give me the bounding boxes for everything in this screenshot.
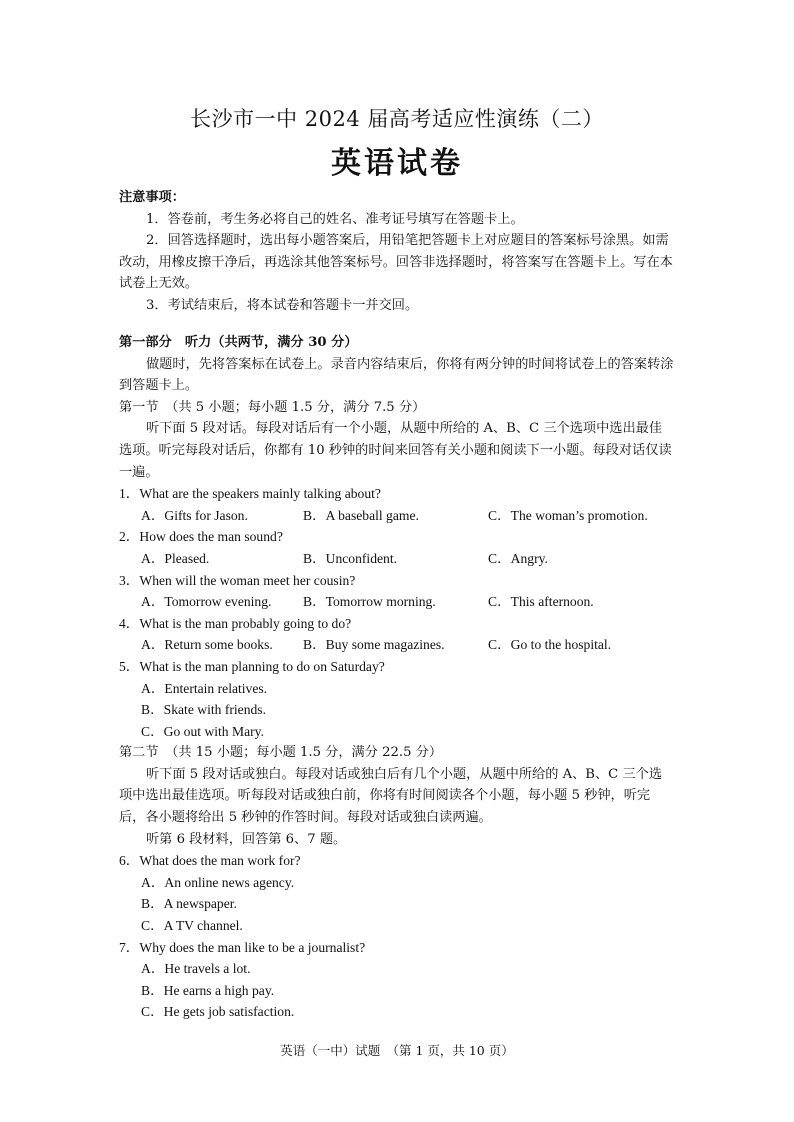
question-3: [119, 570, 675, 613]
option-b: B．Buy some magazines.: [303, 637, 445, 653]
section1-instruction: 听下面 5 段对话。每段对话后有一个小题，从题中所给的 A、B、C 三个选项中选出最佳选项。听完每段对话后，你都有 10 秒钟的时间来回答有关小题和阅读下一小题。每段对话仅读一遍。: [119, 421, 672, 480]
question-text: 3．When will the woman meet her cousin?: [119, 572, 356, 588]
option-b: B．He earns a high pay.: [141, 982, 275, 998]
question-6: [119, 850, 675, 936]
option-c: C．Go out with Mary.: [141, 723, 264, 739]
exam-subject: 英语试卷: [331, 146, 463, 181]
option-a: A．Pleased.: [141, 550, 210, 566]
option-b: B．Unconfident.: [303, 550, 398, 566]
question-2: [119, 526, 675, 569]
option-b: B．Skate with friends.: [141, 702, 266, 718]
notice-item: 1．答卷前，考生务必将自己的姓名、准考证号填写在答题卡上。: [146, 211, 524, 227]
notice-item: 3．考试结束后，将本试卷和答题卡一并交回。: [146, 297, 419, 313]
option-b: B．Tomorrow morning.: [303, 594, 436, 610]
question-4: [119, 613, 675, 656]
question-text: 2．How does the man sound?: [119, 529, 283, 545]
question-5: [119, 656, 675, 742]
part1-heading: 第一部分 听力（共两节，满分 30 分）: [119, 335, 358, 350]
option-a: A．He travels a lot.: [141, 961, 251, 977]
question-text: 4．What is the man probably going to do?: [119, 615, 352, 631]
option-a: A．Entertain relatives.: [141, 680, 268, 696]
question-7: [119, 937, 675, 1023]
question-text: 1．What are the speakers mainly talking about?: [119, 486, 381, 502]
question-1: [119, 483, 675, 526]
option-a: A．Tomorrow evening.: [141, 594, 272, 610]
option-a: A．Gifts for Jason.: [141, 507, 248, 523]
notice-heading: 注意事项：: [119, 190, 185, 205]
notice-section: [119, 187, 675, 317]
question-text: 6．What does the man work for?: [119, 853, 301, 869]
question-text: 7．Why does the man like to be a journalist?: [119, 939, 366, 955]
exam-title: 长沙市一中 2024 届高考适应性演练（二）: [190, 107, 604, 131]
option-c: C．Go to the hospital.: [488, 637, 612, 653]
option-b: B．A newspaper.: [141, 896, 237, 912]
option-c: C．The woman’s promotion.: [488, 507, 648, 523]
section1-heading: 第一节 （共 5 小题；每小题 1.5 分，满分 7.5 分）: [119, 399, 426, 415]
option-c: C．Angry.: [488, 550, 548, 566]
notice-item: 2．回答选择题时，选出每小题答案后，用铅笔把答题卡上对应题目的答案标号涂黑。如需改动，用橡皮擦干净后，再选涂其他答案标号。回答非选择题时，将答案写在答题卡上。写在本试卷上无效。: [119, 233, 673, 292]
page-footer: 英语（一中）试题 （第 1 页，共 10 页）: [280, 1043, 514, 1058]
option-b: B．A baseball game.: [303, 507, 419, 523]
part1-instruction: 做题时，先将答案标在试卷上。录音内容结束后，你将有两分钟的时间将试卷上的答案转涂到答题卡上。: [119, 356, 674, 394]
section2-heading: 第二节 （共 15 小题；每小题 1.5 分，满分 22.5 分）: [119, 745, 443, 761]
option-a: A．Return some books.: [141, 637, 273, 653]
question-text: 5．What is the man planning to do on Saturday?: [119, 658, 385, 674]
option-c: C．He gets job satisfaction.: [141, 1004, 295, 1020]
option-a: A．An online news agency.: [141, 874, 295, 890]
option-c: C．A TV channel.: [141, 918, 243, 934]
section2-instruction: 听下面 5 段对话或独白。每段对话或独白后有几个小题，从题中所给的 A、B、C 三个选项中选出最佳选项。听每段对话或独白前，你将有时间阅读各个小题，每小题 5 秒钟，听完后，各小题将给出 5 秒钟的作答时间。每段对话或独白读两遍。: [119, 766, 663, 826]
part1-section: [119, 332, 675, 1023]
option-c: C．This afternoon.: [488, 594, 594, 610]
material-note: 听第 6 段材料，回答第 6、7 题。: [146, 831, 347, 847]
